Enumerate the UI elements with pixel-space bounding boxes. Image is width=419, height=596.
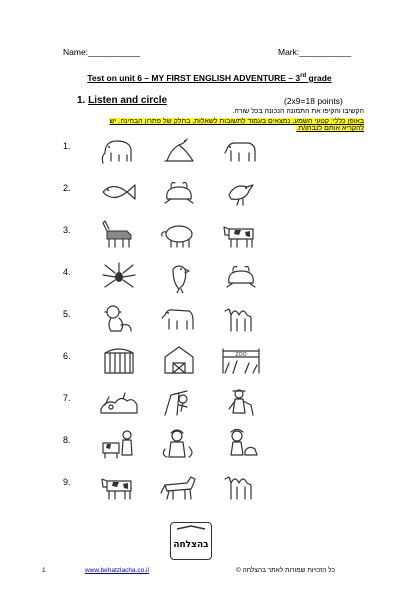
cow-icon[interactable] — [219, 217, 263, 251]
section-points: (2x9=18 points) — [284, 96, 343, 106]
zoo-gate-icon[interactable] — [219, 343, 263, 377]
row-number: 5. — [63, 309, 71, 319]
row-number: 2. — [63, 183, 71, 193]
monkey-on-tree-icon[interactable] — [157, 385, 201, 419]
svg-text:ZOO: ZOO — [235, 352, 247, 358]
row-number: 8. — [63, 435, 71, 445]
section-number: 1. — [77, 95, 86, 106]
mark-field[interactable]: Mark:___________ — [278, 47, 352, 57]
seal-icon[interactable] — [157, 133, 201, 167]
copyright: כל הזכויות שמורות לאתר בהצלחה © — [236, 567, 335, 574]
row-number: 9. — [63, 477, 71, 487]
bird-icon[interactable] — [219, 175, 263, 209]
polar-bear-icon[interactable] — [219, 133, 263, 167]
note-hebrew — [44, 118, 364, 132]
farmer-icon[interactable] — [219, 385, 263, 419]
parrot-icon[interactable] — [157, 259, 201, 293]
logo-text: בהצלחה — [173, 540, 209, 550]
row-number: 3. — [63, 225, 71, 235]
fish-icon[interactable] — [97, 175, 141, 209]
page-title — [0, 73, 419, 83]
donkey-icon[interactable] — [97, 217, 141, 251]
elephant-icon[interactable] — [97, 133, 141, 167]
page-number: 1 — [42, 567, 46, 574]
barn-icon[interactable] — [157, 343, 201, 377]
sheep-icon[interactable] — [157, 217, 201, 251]
frog-icon[interactable] — [157, 175, 201, 209]
cow-icon[interactable] — [97, 469, 141, 503]
row-number: 6. — [63, 351, 71, 361]
title-end: grade — [306, 73, 332, 83]
cage-icon[interactable] — [97, 343, 141, 377]
behatzlacha-logo — [170, 522, 212, 560]
zookeeper-icon[interactable] — [157, 427, 201, 461]
spider-icon[interactable] — [97, 259, 141, 293]
title-sup: rd — [300, 73, 307, 80]
row-number: 4. — [63, 267, 71, 277]
site-url: www.behatzlacha.co.il — [85, 567, 149, 574]
frog-icon[interactable] — [219, 259, 263, 293]
horse-icon[interactable] — [157, 469, 201, 503]
monkey-icon[interactable] — [97, 301, 141, 335]
section-heading — [77, 95, 167, 106]
row-number: 7. — [63, 393, 71, 403]
row-number: 1. — [63, 141, 71, 151]
note-line-2: להקריא אותם לנבחן/ת. — [296, 125, 364, 132]
instruction-hebrew: הקשיבו והקיפו את התמונה הנכונה בכל שורה. — [232, 108, 364, 115]
section-title: Listen and circle — [88, 95, 168, 106]
note-line-1: באופן כללי: קטעי השמע, נמצאים בעמוד לתשובות לשאלות, בחלק של פתרון הבחינה. יש — [109, 118, 364, 125]
farmer-with-cow-icon[interactable] — [97, 427, 141, 461]
camel-icon[interactable] — [219, 469, 263, 503]
animals-scene-icon[interactable] — [97, 385, 141, 419]
camel-icon[interactable] — [219, 301, 263, 335]
site-link[interactable] — [85, 567, 149, 574]
child-with-animal-icon[interactable] — [219, 427, 263, 461]
name-field[interactable]: Name:___________ — [63, 47, 141, 57]
bear-icon[interactable] — [157, 301, 201, 335]
title-main: Test on unit 6 – MY FIRST ENGLISH ADVENTURE – 3 — [87, 73, 301, 83]
